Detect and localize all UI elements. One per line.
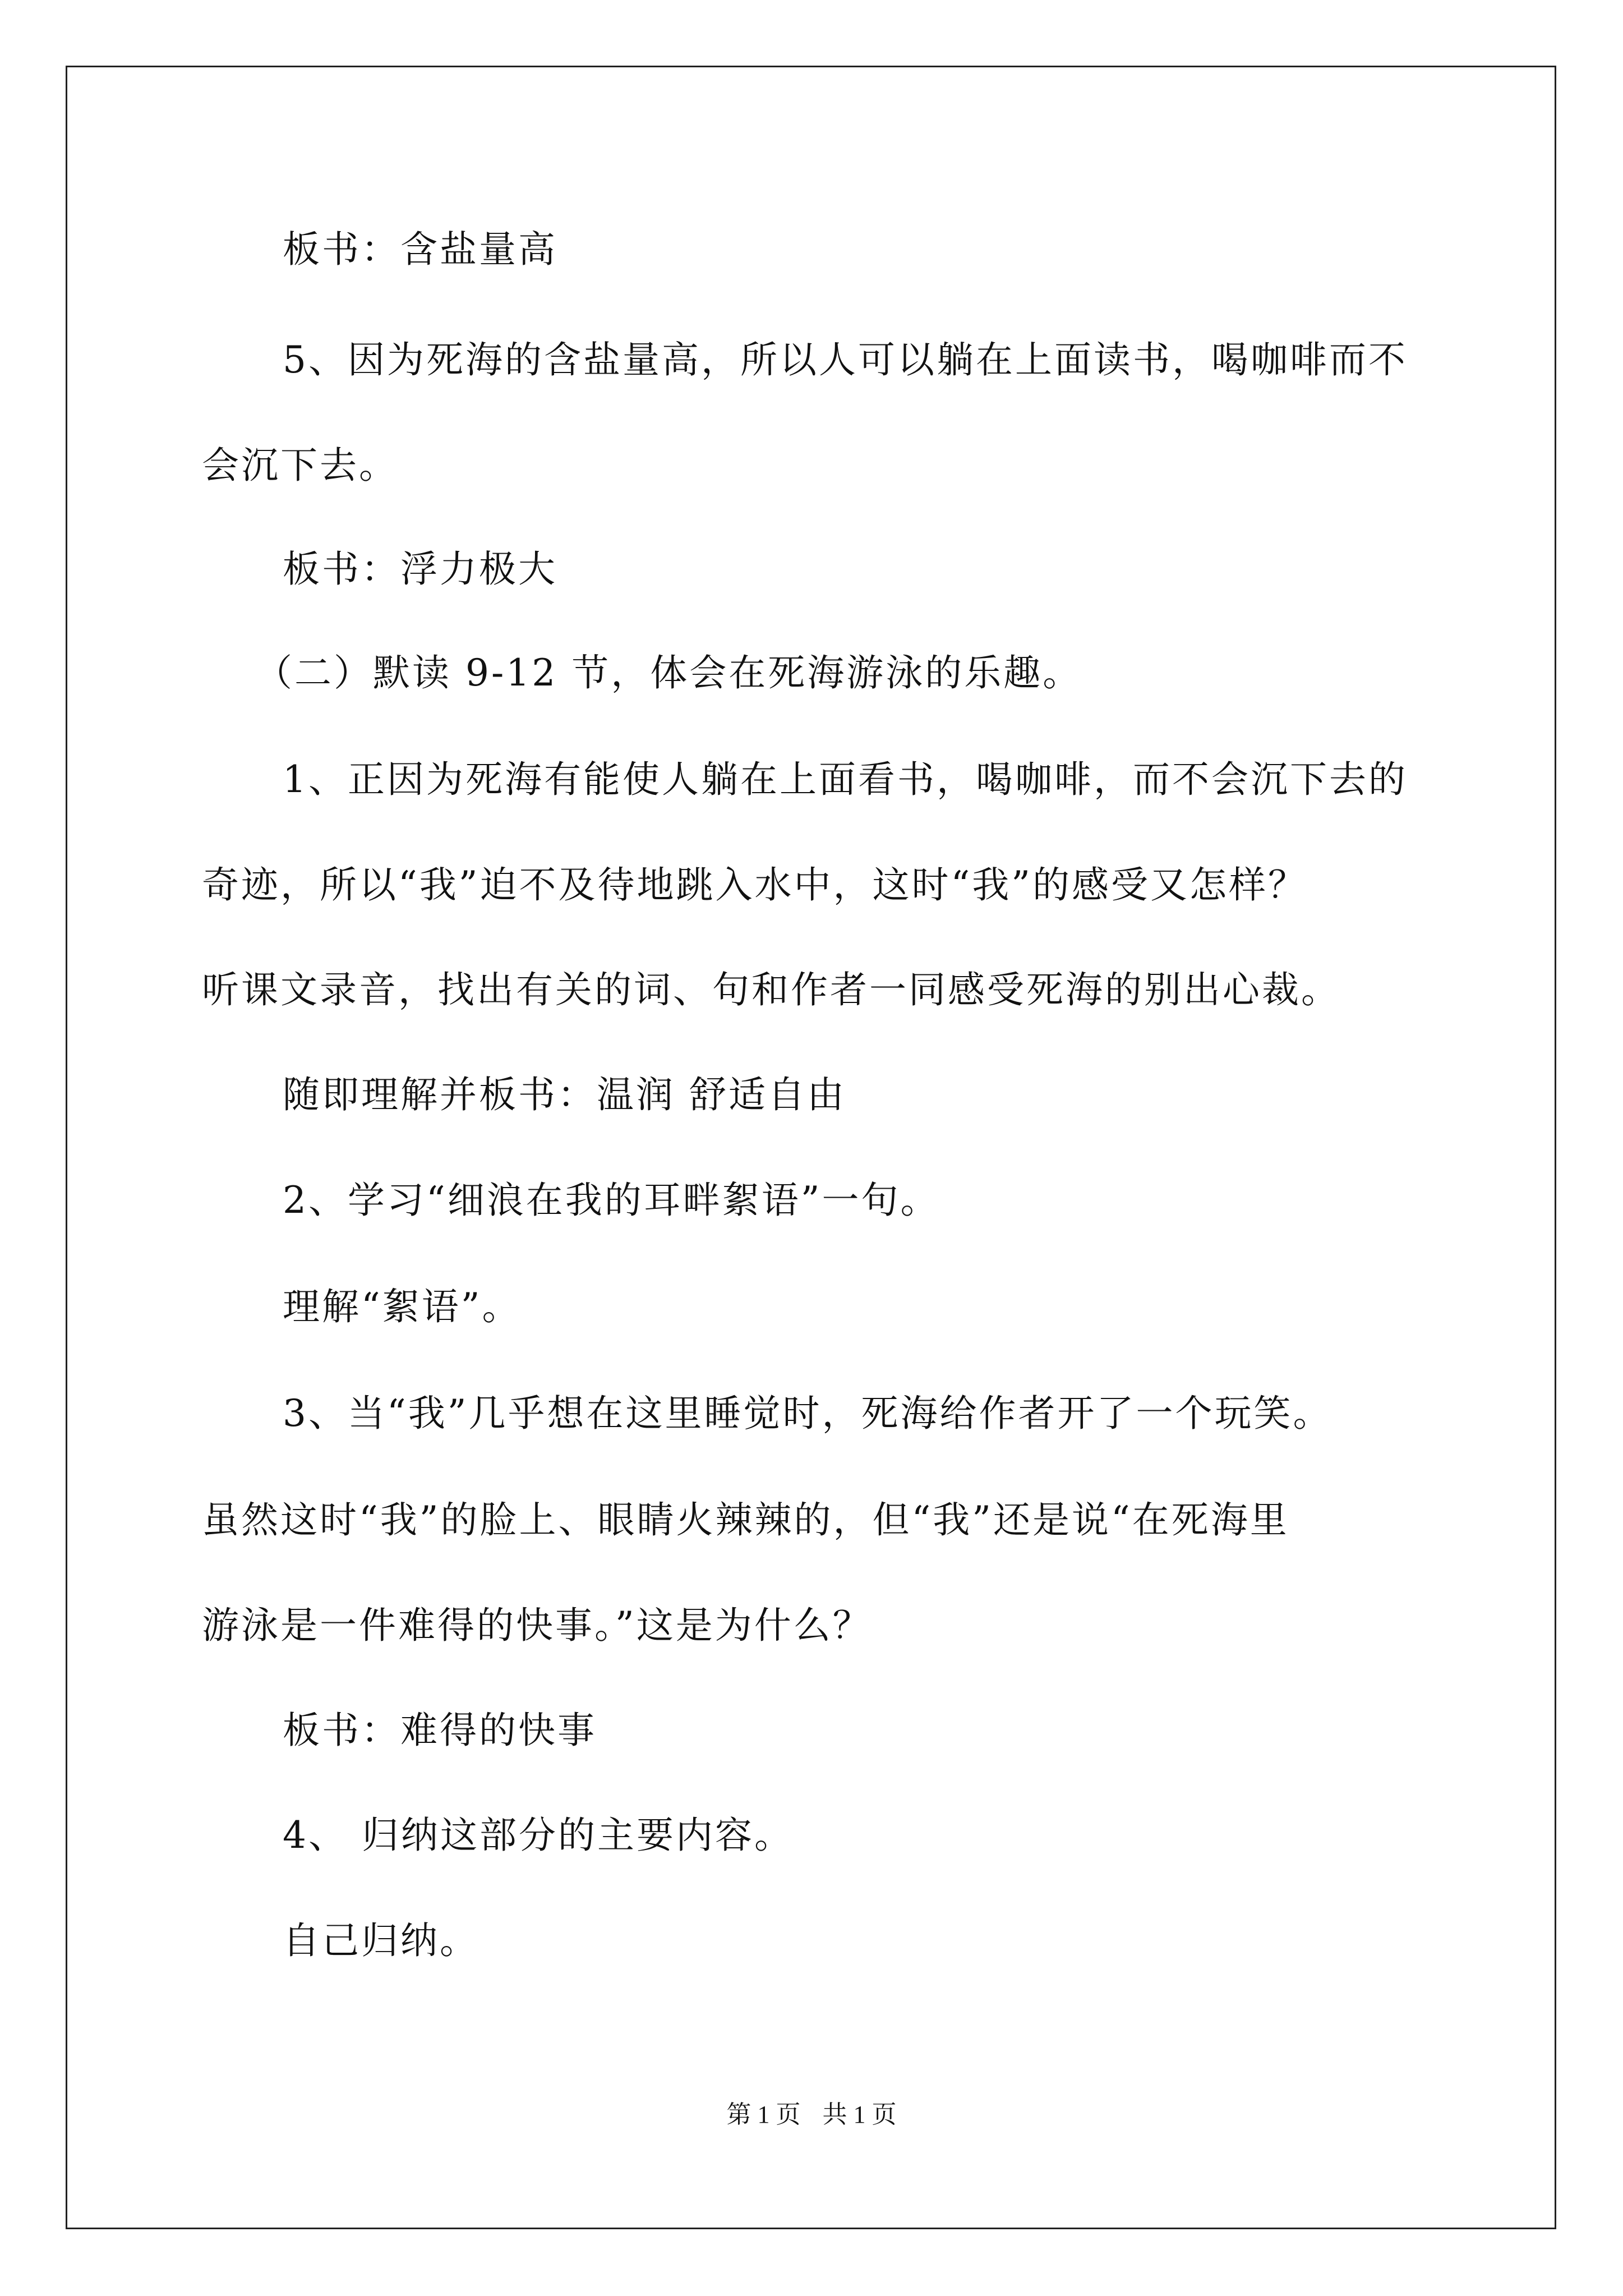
paragraph-2-line-2: 会沉下去。	[202, 444, 398, 487]
paragraph-8-line-1: 3、当“我”几乎想在这里睡觉时，死海给作者开了一个玩笑。	[283, 1392, 1332, 1435]
paragraph-10: 4、 归纳这部分的主要内容。	[283, 1814, 794, 1857]
paragraph-8-line-3: 游泳是一件难得的快事。”这是为什么？	[202, 1604, 872, 1647]
page-number-current: 第 1 页	[726, 2101, 801, 2128]
paragraph-1: 板书：含盐量高	[283, 228, 557, 271]
paragraph-2-line-1: 5、因为死海的含盐量高，所以人可以躺在上面读书，喝咖啡而不	[283, 338, 1408, 381]
paragraph-4-line-3: 听课文录音，找出有关的词、句和作者一同感受死海的别出心裁。	[202, 968, 1340, 1011]
paragraph-3: 板书：浮力极大	[283, 547, 557, 591]
page-number-total: 共 1 页	[822, 2101, 897, 2128]
paragraph-7: 理解“絮语”。	[283, 1285, 522, 1328]
paragraph-4-line-2: 奇迹，所以“我”迫不及待地跳入水中，这时“我”的感受又怎样？	[202, 863, 1307, 907]
section-heading-2: （二）默读 9-12 节，体会在死海游泳的乐趣。	[255, 651, 1082, 694]
paragraph-4-line-1: 1、正因为死海有能使人躺在上面看书，喝咖啡，而不会沉下去的	[283, 758, 1408, 801]
paragraph-8-line-2: 虽然这时“我”的脸上、眼睛火辣辣的，但“我”还是说“在死海里	[202, 1498, 1289, 1542]
paragraph-9: 板书：难得的快事	[283, 1709, 597, 1752]
paragraph-6: 2、学习“细浪在我的耳畔絮语”一句。	[283, 1179, 940, 1222]
paragraph-11: 自己归纳。	[283, 1919, 479, 1962]
page-footer	[0, 2098, 1623, 2132]
paragraph-5: 随即理解并板书：温润 舒适自由	[283, 1073, 846, 1116]
page-border	[66, 66, 1556, 2229]
